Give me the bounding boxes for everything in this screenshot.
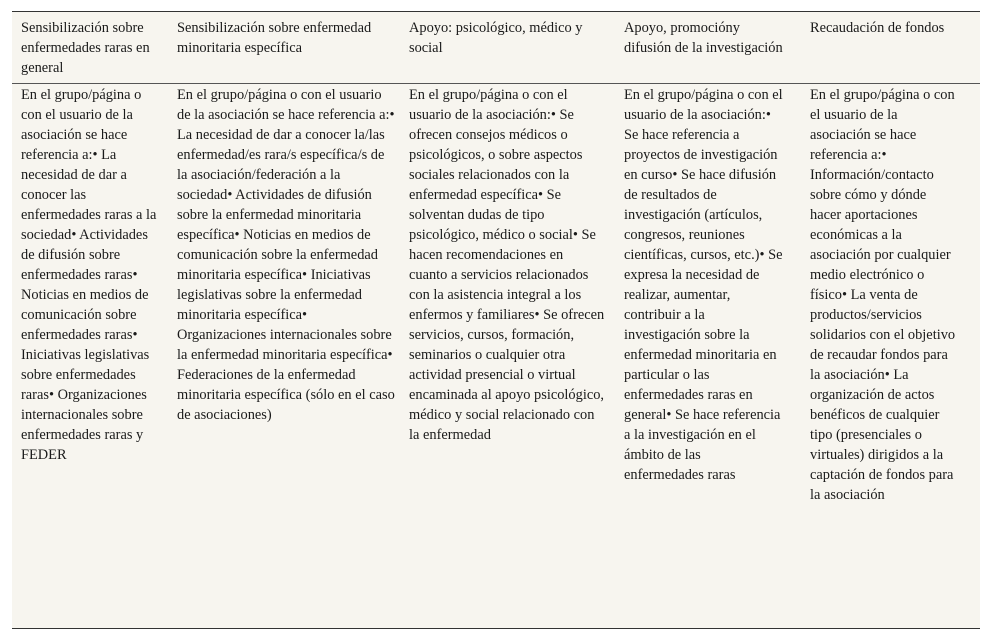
header-support: Apoyo: psicológico, médico y social bbox=[409, 20, 583, 56]
header-divider bbox=[12, 83, 980, 84]
header-research: Apoyo, promocióny difusión de la investigación bbox=[624, 20, 783, 56]
cell-awareness-specific: En el grupo/página o con el usuario de la asociación se hace referencia a:• La necesidad de dar a conocer la/las enfermedad/es rara/s específica/s de la asociación/federación a la sociedad• Actividades de difusión sobre la enfermedad minoritaria específica• Noticias en medios de comunicación sobre la enfermedad minoritaria específica• Iniciativas legislativas sobre la enfermedad minoritaria específica• Organizaciones internacionales sobre la enfermedad minoritaria específica• Federaciones de la enfermedad minoritaria específica (sólo en el caso de asociaciones) bbox=[177, 87, 395, 423]
cell-research: En el grupo/página o con el usuario de la asociación:• Se hace referencia a proyectos de investigación en curso• Se hace difusión de resultados de investigación (artículos, congresos, reuniones científicas, cursos, etc.)• Se expresa la necesidad de realizar, aumentar, contribuir a la investigación sobre la enfermedad minoritaria en particular o las enfermedades raras en general• Se hace referencia a la investigación en el ámbito de las enfermedades raras bbox=[624, 87, 783, 483]
cell-fundraising: En el grupo/página o con el usuario de la asociación se hace referencia a:• Información/contacto sobre cómo y dónde hacer aportaciones económicas a la asociación por cualquier medio electrónico o físico• La venta de productos/servicios solidarios con el objetivo de recaudar fondos para la asociación• La organización de actos benéficos de cualquier tipo (presenciales o virtuales) dirigidos a la captación de fondos para la asociación bbox=[810, 87, 956, 503]
table-header-row bbox=[12, 18, 980, 78]
header-fundraising: Recaudación de fondos bbox=[810, 20, 945, 36]
cell-awareness-general: En el grupo/página o con el usuario de la asociación se hace referencia a:• La necesidad de dar a conocer las enfermedades raras a la sociedad• Actividades de difusión sobre enfermedades raras• Noticias en medios de comunicación sobre enfermedades raras• Iniciativas legislativas sobre enfermedades raras• Organizaciones internacionales sobre enfermedades raras y FEDER bbox=[21, 87, 157, 463]
header-awareness-general: Sensibilización sobre enfermedades raras en general bbox=[21, 20, 150, 76]
categories-table bbox=[12, 11, 980, 629]
header-awareness-specific: Sensibilización sobre enfermedad minoritaria específica bbox=[177, 20, 372, 56]
cell-support: En el grupo/página o con el usuario de la asociación:• Se ofrecen consejos médicos o psicológicos, o sobre aspectos sociales relacionados con la enfermedad específica• Se solventan dudas de tipo psicológico, médico o social• Se hacen recomendaciones en cuanto a servicios relacionados con la asistencia integral a los enfermos y familiares• Se ofrecen servicios, cursos, formación, seminarios o cualquier otra actividad presencial o virtual encaminada al apoyo psicológico, médico y social relacionado con la enfermedad bbox=[409, 87, 605, 443]
